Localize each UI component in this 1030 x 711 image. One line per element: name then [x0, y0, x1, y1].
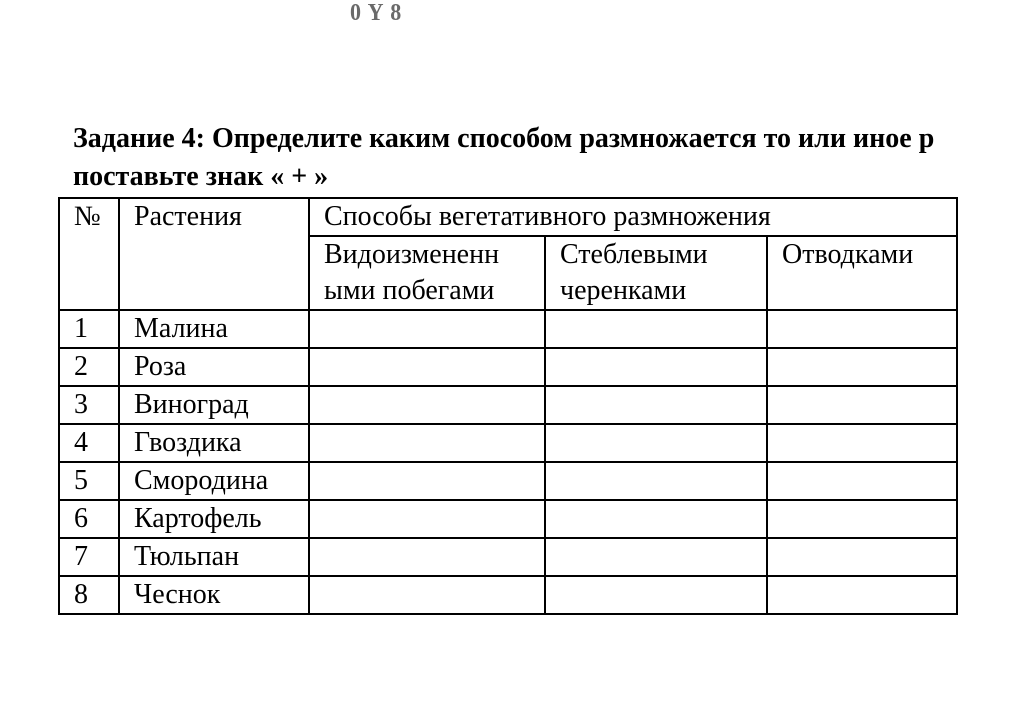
row-plant: Картофель: [119, 500, 309, 538]
header-stem-cuttings-line-1: Стеблевыми: [560, 239, 708, 270]
table-row: [59, 310, 957, 348]
header-modified-shoots: [309, 236, 545, 310]
task-heading-line-2: поставьте знак « + »: [73, 161, 329, 192]
header-layering: Отводками: [767, 236, 957, 310]
cell-modified-shoots[interactable]: [309, 500, 545, 538]
row-number: 7: [59, 538, 119, 576]
row-plant: Тюльпан: [119, 538, 309, 576]
row-plant: Виноград: [119, 386, 309, 424]
task-heading: [73, 120, 1030, 196]
table-row: [59, 424, 957, 462]
row-number: 2: [59, 348, 119, 386]
header-plants: Растения: [119, 198, 309, 310]
header-methods-group: Способы вегетативного размножения: [309, 198, 957, 236]
row-plant: Роза: [119, 348, 309, 386]
header-number: №: [59, 198, 119, 310]
task-heading-line-1: Задание 4: Определите каким способом размножается то или иное р: [73, 123, 935, 154]
cell-stem-cuttings[interactable]: [545, 576, 767, 614]
table-row: [59, 348, 957, 386]
table-row: [59, 386, 957, 424]
cell-modified-shoots[interactable]: [309, 538, 545, 576]
cell-stem-cuttings[interactable]: [545, 500, 767, 538]
header-modified-shoots-line-2: ыми побегами: [324, 275, 495, 306]
row-plant: Гвоздика: [119, 424, 309, 462]
cell-layering[interactable]: [767, 538, 957, 576]
row-number: 1: [59, 310, 119, 348]
row-plant: Малина: [119, 310, 309, 348]
header-modified-shoots-line-1: Видоизмененн: [324, 239, 500, 270]
cell-layering[interactable]: [767, 348, 957, 386]
plants-table: [58, 197, 958, 615]
table-row: [59, 500, 957, 538]
cell-stem-cuttings[interactable]: [545, 462, 767, 500]
cell-modified-shoots[interactable]: [309, 576, 545, 614]
header-stem-cuttings-line-2: черенками: [560, 275, 687, 306]
cell-layering[interactable]: [767, 462, 957, 500]
table-row: [59, 538, 957, 576]
cell-layering[interactable]: [767, 576, 957, 614]
row-number: 3: [59, 386, 119, 424]
cell-modified-shoots[interactable]: [309, 348, 545, 386]
row-number: 6: [59, 500, 119, 538]
cell-layering[interactable]: [767, 310, 957, 348]
cell-modified-shoots[interactable]: [309, 310, 545, 348]
header-stem-cuttings: [545, 236, 767, 310]
row-plant: Чеснок: [119, 576, 309, 614]
row-plant: Смородина: [119, 462, 309, 500]
cell-stem-cuttings[interactable]: [545, 310, 767, 348]
cell-stem-cuttings[interactable]: [545, 348, 767, 386]
cropped-top-text: 0 Y 8: [350, 0, 403, 26]
row-number: 4: [59, 424, 119, 462]
cell-layering[interactable]: [767, 500, 957, 538]
cell-modified-shoots[interactable]: [309, 424, 545, 462]
cell-modified-shoots[interactable]: [309, 462, 545, 500]
cell-modified-shoots[interactable]: [309, 386, 545, 424]
cell-layering[interactable]: [767, 386, 957, 424]
table-row: [59, 462, 957, 500]
cell-stem-cuttings[interactable]: [545, 424, 767, 462]
row-number: 8: [59, 576, 119, 614]
cell-stem-cuttings[interactable]: [545, 386, 767, 424]
cell-stem-cuttings[interactable]: [545, 538, 767, 576]
row-number: 5: [59, 462, 119, 500]
table-row: [59, 576, 957, 614]
cell-layering[interactable]: [767, 424, 957, 462]
